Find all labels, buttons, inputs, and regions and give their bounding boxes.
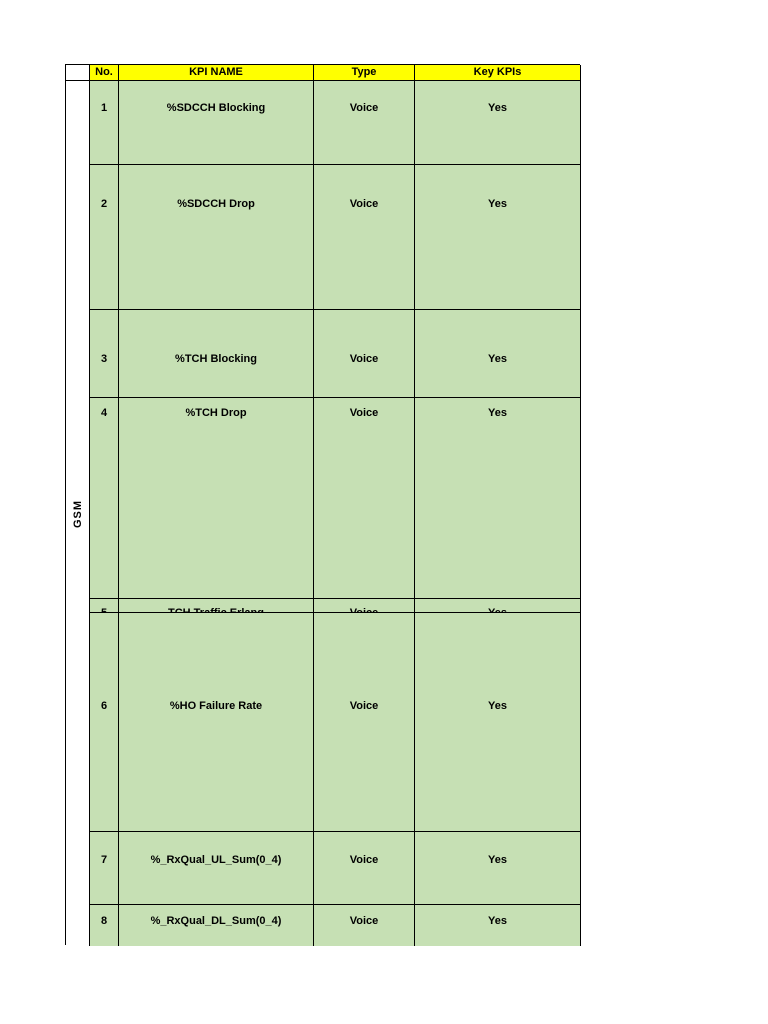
cell-kpi-text: %HO Failure Rate [169,700,263,712]
cell-kpi-text: %_RxQual_UL_Sum(0_4) [150,854,282,866]
table-cell [119,165,314,310]
cell-type-text: Voice [349,700,379,712]
cell-type-text: Voice [349,854,379,866]
cell-key-text: Yes [488,102,507,114]
cell-kpi-text: %SDCCH Drop [177,198,255,210]
cell-type-text: Voice [349,915,379,927]
group-label: GSM [71,499,84,528]
cell-no-text: 1 [100,102,108,114]
table-cell [90,165,119,310]
table-cell [314,599,415,613]
table-cell [314,905,415,946]
cell-no-text: 3 [100,353,108,365]
table-cell [314,398,415,599]
cell-kpi-text: %TCH Drop [185,407,247,419]
table-cell [415,398,581,599]
cell-key-text: Yes [488,854,507,866]
cell-type-text: Voice [349,102,379,114]
group-label-cell [66,81,90,946]
table-cell [415,165,581,310]
table-cell [415,832,581,905]
table-cell [415,599,581,613]
cell-no-text: 6 [100,700,108,712]
cell-type-text: Voice [349,353,379,365]
cell-key-text: Yes [488,407,507,419]
table-cell [90,613,119,832]
table-cell [314,613,415,832]
table-cell [314,832,415,905]
table-cell [119,905,314,946]
table-cell [119,613,314,832]
cell-type-text: Voice [349,198,379,210]
corner-cell [66,65,90,81]
table-cell [90,398,119,599]
cell-no-text: 2 [100,198,108,210]
header-type: Type [314,65,415,81]
table-cell [119,310,314,398]
table-cell [119,398,314,599]
cell-key-text: Yes [488,915,507,927]
cell-type-text: Voice [349,407,379,419]
table-cell [415,613,581,832]
header-no: No. [90,65,119,81]
cell-kpi-text: %_RxQual_DL_Sum(0_4) [150,915,282,927]
cell-key-text: Yes [488,198,507,210]
table-cell [90,81,119,165]
cell-no-text: 7 [100,854,108,866]
kpi-table [65,64,580,945]
cell-no-text: 4 [100,407,108,419]
table-cell [314,81,415,165]
table-cell [119,81,314,165]
table-cell [90,599,119,613]
cell-kpi-text: %SDCCH Blocking [166,102,266,114]
header-key: Key KPIs [415,65,581,81]
header-kpi: KPI NAME [119,65,314,81]
cell-kpi-text: %TCH Blocking [175,353,257,365]
table-cell [415,310,581,398]
table-cell [415,81,581,165]
table-cell [119,599,314,613]
table-cell [90,310,119,398]
table-cell [314,310,415,398]
table-cell [314,165,415,310]
table-cell [415,905,581,946]
cell-no-text: 8 [100,915,108,927]
table-cell [119,832,314,905]
table-cell [90,832,119,905]
table-cell [90,905,119,946]
cell-key-text: Yes [488,353,507,365]
cell-key-text: Yes [488,700,507,712]
